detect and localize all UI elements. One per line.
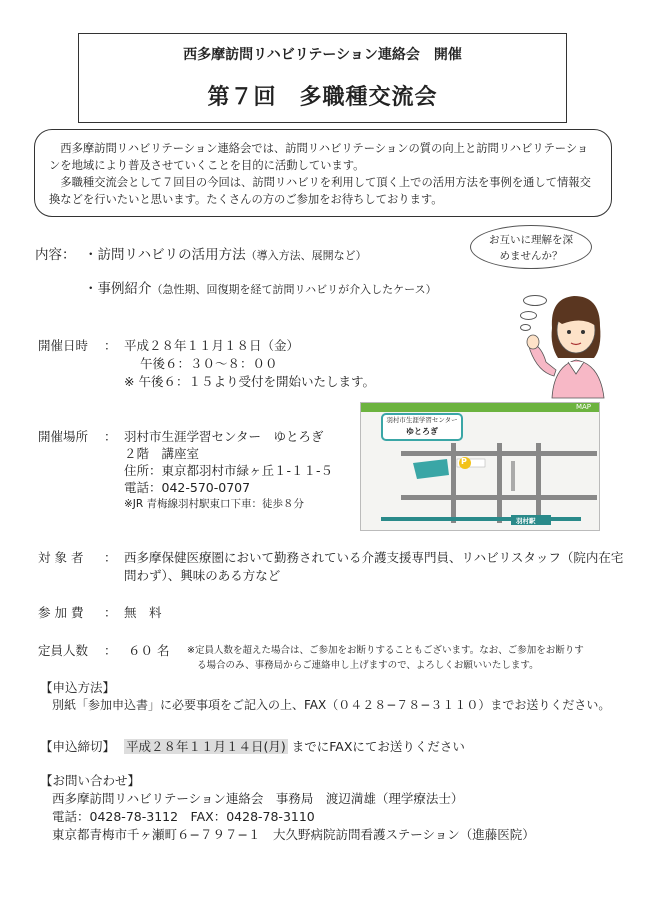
venue-name: 羽村市生涯学習センター ゆとろぎ [124,429,324,444]
map-callout-top: 羽村市生涯学習センター [386,416,458,424]
capacity-label: 定員人数 [38,643,89,658]
speech-bubble [470,225,592,269]
venue-map [360,402,600,531]
map-parking-label: P [461,457,467,466]
target-label: 対 象 者 [38,550,84,565]
venue-access: ※JR 青梅線羽村駅東口下車：徒歩８分 [124,498,305,510]
intro-paragraph-1: 西多摩訪問リハビリテーション連絡会では、訪問リハビリテーションの質の向上と訪問リハビリテーションを地域により普及させていくことを目的に活動しています。 [49,142,589,172]
content-item-1 [84,243,367,263]
event-time: 午後６：３０〜８：００ [140,356,278,371]
venue-phone: 電話：042-570-0707 [124,480,251,495]
bubble-line-2: めませんか？ [499,250,563,262]
page-title: 第７回 多職種交流会 [207,85,438,110]
contact-line-1: 西多摩訪問リハビリテーション連絡会 事務局 渡辺満雄（理学療法士） [52,791,464,806]
content-item-1-note: （導入方法、展開など） [245,249,367,262]
contact-line-2: 電話：0428-78-3112 FAX：0428-78-3110 [52,809,315,824]
contact-line-3: 東京都青梅市千ヶ瀬町６−７９７−１ 大久野病院訪問看護ステーション（進藤医院） [52,827,535,842]
venue-room: ２階 講座室 [124,446,200,461]
datetime-label: 開催日時 [38,338,89,353]
content-label: 内容： [35,247,76,263]
nurse-illustration-icon [512,288,622,400]
capacity-note-2: る場合のみ、事務局からご連絡申し上げますので、よろしくお願いいたします。 [197,660,539,671]
venue-address: 住所：東京都羽村市緑ヶ丘１-１１-５ [124,463,334,478]
content-item-2 [84,277,437,297]
fee-label: 参 加 費 [38,605,84,620]
venue-separator: ： [104,429,117,444]
fee-value: 無 料 [124,605,162,620]
fee-separator: ： [104,605,117,620]
bubble-line-1: お互いに理解を深 [489,234,573,246]
organizer-line: 西多摩訪問リハビリテーション連絡会 開催 [183,47,462,63]
datetime-separator: ： [104,338,117,353]
content-item-1-text: ・訪問リハビリの活用方法 [84,247,246,263]
venue-label: 開催場所 [38,429,89,444]
contact-label: 【お問い合わせ】 [40,773,141,788]
map-callout-name: ゆとろぎ [406,427,438,436]
map-header-text: MAP [575,403,591,411]
deadline-label: 【申込締切】 [40,739,116,754]
intro-paragraph-2: 多職種交流会として７回目の今回は、訪問リハビリを利用して頂く上での活用方法を事例を通して情報交換などを行いたいと思います。たくさんの方のご参加をお待ちしております。 [49,176,591,206]
title-box [78,33,567,123]
deadline-line [124,737,465,755]
content-item-2-text: ・事例紹介 [84,281,152,297]
capacity-value: ６０ 名 [128,643,170,658]
deadline-text: までにFAXにてお送りください [291,739,465,754]
content-item-2-note: （急性期、回復期を経て訪問リハビリが介入したケース） [151,283,437,296]
map-station-label: 羽村駅 [516,517,536,525]
target-separator: ： [104,550,117,565]
capacity-separator: ： [104,643,117,658]
event-date: 平成２８年１１月１８日（金） [124,338,300,353]
apply-label: 【申込方法】 [40,680,116,695]
reception-note: ※ 午後６：１５より受付を開始いたします。 [124,374,375,389]
map-callout [381,413,463,441]
intro-box [34,129,612,217]
target-text-1: 西多摩保健医療圏において勤務されている介護支援専門員、リハビリスタッフ（院内在宅 [124,550,624,565]
deadline-date: 平成２８年１１月１４日(月) [126,739,286,754]
apply-text: 別紙「参加申込書」に必要事項をご記入の上、FAX（０４２８−７８−３１１０）までお送りください。 [52,698,611,712]
capacity-note-1: ※定員人数を超えた場合は、ご参加をお断りすることもございます。なお、ご参加をお断りす [187,645,584,656]
target-text-2: 問わず）、興味のある方など [124,568,281,583]
